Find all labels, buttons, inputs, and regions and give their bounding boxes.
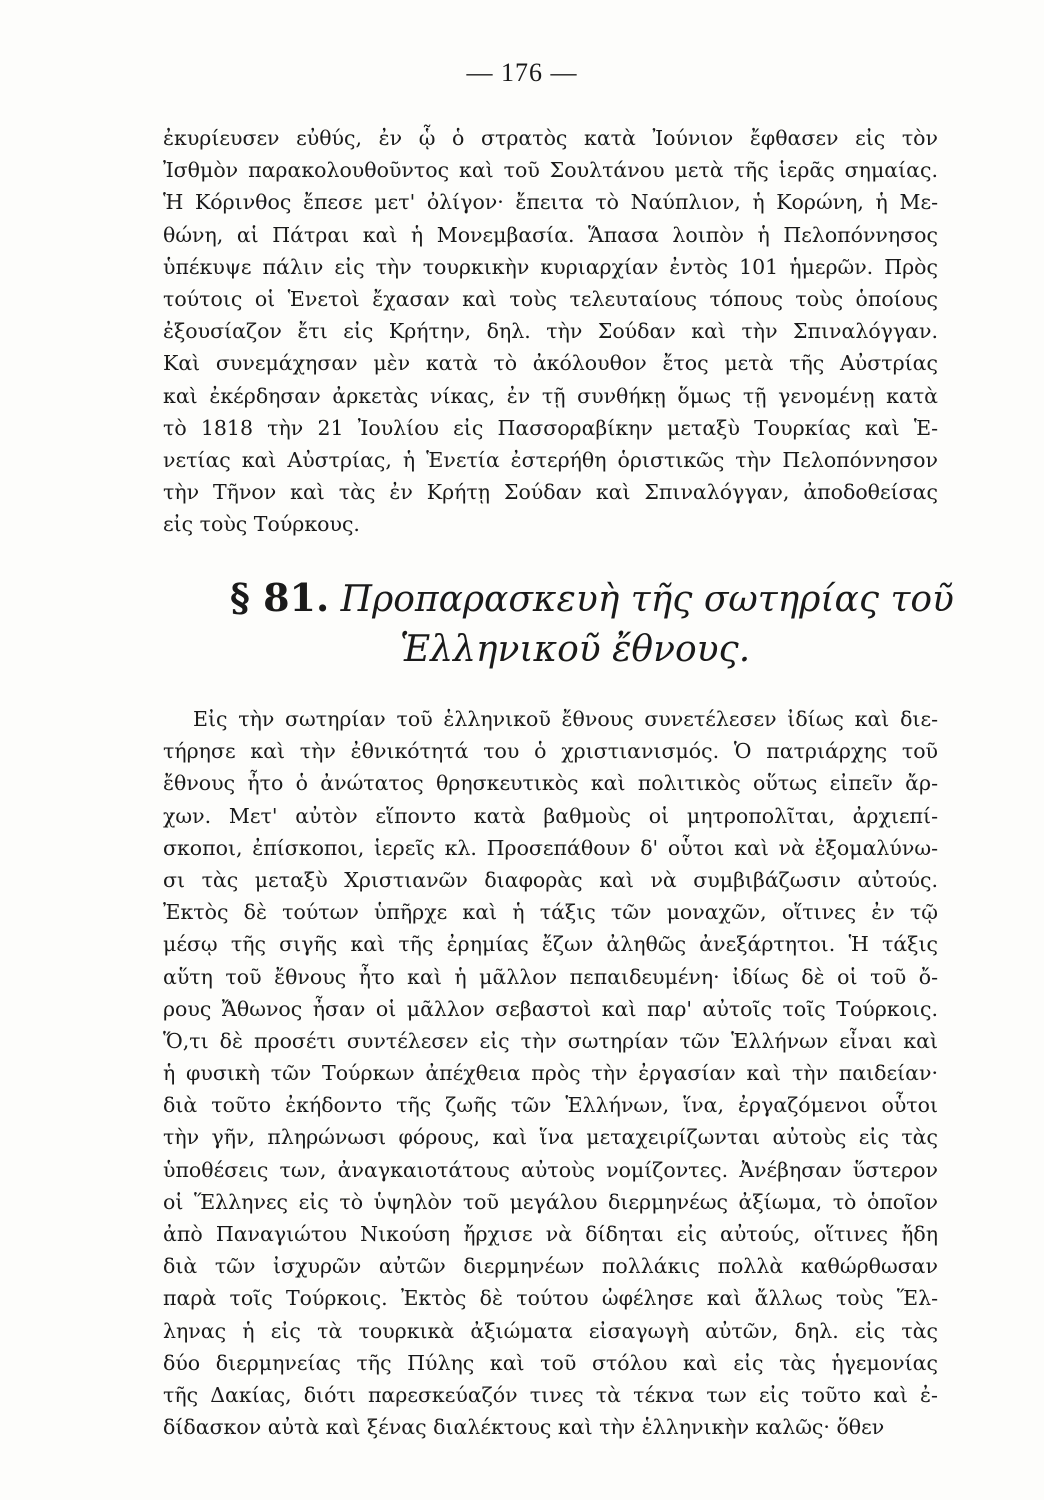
text-line: τὸ 1818 τὴν 21 Ἰουλίου εἰς Πασσοραβίκην μεταξὺ Τουρκίας καὶ Ἑ- <box>163 415 938 440</box>
section-number: § 81. <box>230 575 330 620</box>
text-line: νετίας καὶ Αὐστρίας, ἡ Ἑνετία ἐστερήθη ὁριστικῶς τὴν Πελοπόννησον <box>163 447 938 472</box>
text-line: ἀπὸ Παναγιώτου Νικούση ἤρχισε νὰ δίδηται εἰς αὐτούς, οἵτινες ἤδη <box>163 1222 938 1246</box>
section-heading <box>230 575 954 673</box>
text-line: ἐξουσίαζον ἔτι εἰς Κρήτην, δηλ. τὴν Σούδαν καὶ τὴν Σπιναλόγγαν. <box>163 319 938 344</box>
text-line: διὰ τῶν ἰσχυρῶν αὐτῶν διερμηνέων πολλάκις πολλὰ καθώρθωσαν <box>163 1254 938 1279</box>
text-line: ἡ φυσικὴ τῶν Τούρκων ἀπέχθεια πρὸς τὴν ἐργασίαν καὶ τὴν παιδείαν· <box>163 1061 938 1086</box>
text-line: ἐκυρίευσεν εὐθύς, ἐν ᾧ ὁ στρατὸς κατὰ Ἰούνιον ἔφθασεν εἰς τὸν <box>163 126 938 150</box>
text-line: μέσῳ τῆς σιγῆς καὶ τῆς ἐρημίας ἔζων ἀληθῶς ἀνεξάρτητοι. Ἡ τάξις <box>163 932 938 957</box>
text-line: Ἡ Κόρινθος ἔπεσε μετ' ὀλίγον· ἔπειτα τὸ Ναύπλιον, ἡ Κορώνη, ἡ Με- <box>163 190 938 215</box>
section-heading-line-1 <box>230 575 954 623</box>
text-line: ἔθνους ἦτο ὁ ἀνώτατος θρησκευτικὸς καὶ πολιτικὸς οὕτως εἰπεῖν ἄρ- <box>163 771 938 796</box>
section-title-line-2: Ἑλληνικοῦ ἔθνους. <box>400 629 751 670</box>
text-line: Εἰς τὴν σωτηρίαν τοῦ ἑλληνικοῦ ἔθνους συνετέλεσεν ἰδίως καὶ διε- <box>193 707 938 731</box>
text-line: αὕτη τοῦ ἔθνους ἦτο καὶ ἡ μᾶλλον πεπαιδευμένη· ἰδίως δὲ οἱ τοῦ ὄ- <box>163 964 938 989</box>
text-line: Ἰσθμὸν παρακολουθοῦντος καὶ τοῦ Σουλτάνου μετὰ τῆς ἱερᾶς σημαίας. <box>163 158 938 183</box>
text-line: σι τὰς μεταξὺ Χριστιανῶν διαφορὰς καὶ νὰ συμβιβάζωσιν αὐτούς. <box>163 867 938 892</box>
text-line: οἱ Ἕλληνες εἰς τὸ ὑψηλὸν τοῦ μεγάλου διερμηνέως ἀξίωμα, τὸ ὁποῖον <box>163 1189 938 1214</box>
text-line: εἰς τοὺς Τούρκους. <box>163 512 360 537</box>
text-line: τούτοις οἱ Ἑνετοὶ ἔχασαν καὶ τοὺς τελευταίους τόπους τοὺς ὁποίους <box>163 286 938 311</box>
text-line: χων. Μετ' αὐτὸν εἵποντο κατὰ βαθμοὺς οἱ μητροπολῖται, ἀρχιεπί- <box>163 803 938 828</box>
section-title-line-1: Προπαρασκευὴ τῆς σωτηρίας τοῦ <box>340 579 954 620</box>
page-number: — 176 — <box>466 58 578 87</box>
text-line: δύο διερμηνείας τῆς Πύλης καὶ τοῦ στόλου καὶ εἰς τὰς ἡγεμονίας <box>163 1350 938 1375</box>
text-line: Ἐκτὸς δὲ τούτων ὑπῆρχε καὶ ἡ τάξις τῶν μοναχῶν, οἵτινες ἐν τῷ <box>163 900 938 925</box>
text-line: τὴν γῆν, πληρώνωσι φόρους, καὶ ἵνα μεταχειρίζωνται αὐτοὺς εἰς τὰς <box>163 1125 938 1150</box>
text-line: ρους Ἄθωνος ἦσαν οἱ μᾶλλον σεβαστοὶ καὶ παρ' αὐτοῖς τοῖς Τούρκοις. <box>163 996 938 1021</box>
text-line: παρὰ τοῖς Τούρκοις. Ἐκτὸς δὲ τούτου ὠφέλησε καὶ ἄλλως τοὺς Ἕλ- <box>163 1286 938 1311</box>
text-line: τήρησε καὶ τὴν ἐθνικότητά του ὁ χριστιανισμός. Ὁ πατριάρχης τοῦ <box>163 739 938 764</box>
text-line: διὰ τοῦτο ἐκήδοντο τῆς ζωῆς τῶν Ἑλλήνων, ἵνα, ἐργαζόμενοι οὗτοι <box>163 1093 938 1118</box>
text-line: σκοποι, ἐπίσκοποι, ἱερεῖς κλ. Προσεπάθουν δ' οὗτοι καὶ νὰ ἐξομαλύνω- <box>163 835 938 860</box>
text-line: ὑποθέσεις των, ἀναγκαιοτάτους αὐτοὺς νομίζοντες. Ἀνέβησαν ὕστερον <box>163 1157 938 1182</box>
text-line: ὑπέκυψε πάλιν εἰς τὴν τουρκικὴν κυριαρχίαν ἐντὸς 101 ἡμερῶν. Πρὸς <box>163 254 938 279</box>
text-line: Ὅ,τι δὲ προσέτι συντέλεσεν εἰς τὴν σωτηρίαν τῶν Ἑλλήνων εἶναι καὶ <box>163 1028 938 1053</box>
text-line: Καὶ συνεμάχησαν μὲν κατὰ τὸ ἀκόλουθον ἔτος μετὰ τῆς Αὐστρίας <box>163 351 938 376</box>
paragraph-2 <box>163 703 938 1443</box>
text-line: δίδασκον αὐτὰ καὶ ξένας διαλέκτους καὶ τὴν ἑλληνικὴν καλῶς· ὅθεν <box>163 1415 885 1440</box>
text-line: ληνας ἡ εἰς τὰ τουρκικὰ ἀξιώματα εἰσαγωγὴ αὐτῶν, δηλ. εἰς τὰς <box>163 1318 938 1343</box>
text-line: τὴν Τῆνον καὶ τὰς ἐν Κρήτῃ Σούδαν καὶ Σπιναλόγγαν, ἀποδοθείσας <box>163 480 938 505</box>
text-line: καὶ ἐκέρδησαν ἀρκετὰς νίκας, ἐν τῇ συνθήκῃ ὅμως τῇ γενομένῃ κατὰ <box>163 383 938 408</box>
text-line: τῆς Δακίας, διότι παρεσκεύαζόν τινες τὰ τέκνα των εἰς τοῦτο καὶ ἐ- <box>163 1382 938 1407</box>
paragraph-1 <box>163 122 938 540</box>
text-line: θώνη, αἱ Πάτραι καὶ ἡ Μονεμβασία. Ἅπασα λοιπὸν ἡ Πελοπόννησος <box>163 222 938 247</box>
